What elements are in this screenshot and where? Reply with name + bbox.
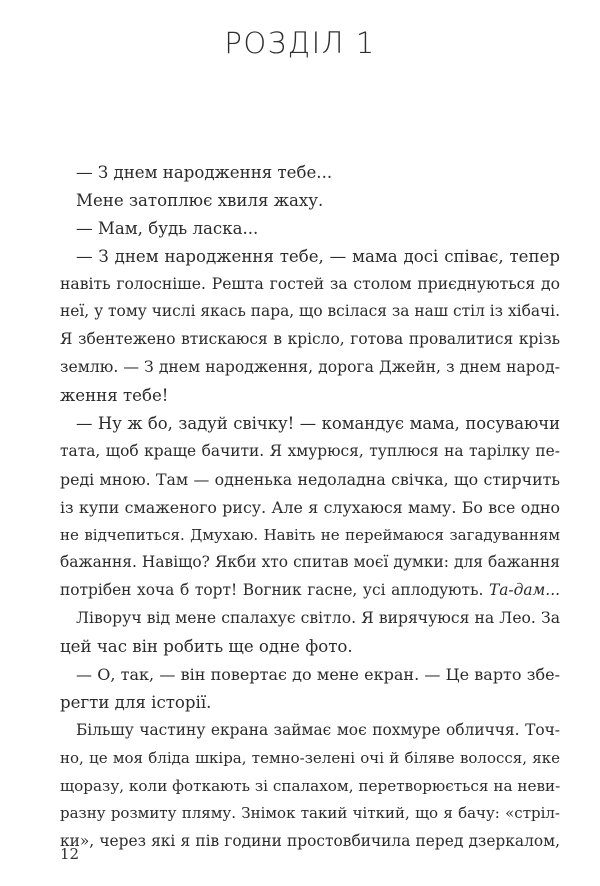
text-line: неї, у тому числі якась пара, що всілася за наш стіл із хібачі.	[60, 302, 560, 321]
text-line: — Мам, будь ласка...	[76, 218, 259, 238]
text-line: — Ну ж бо, задуй свічку! — командує мама, посуваючи	[76, 414, 560, 434]
text-line-italic: Та-дам...	[488, 581, 560, 600]
text-line: не відчепиться. Дмухаю. Навіть не переймаюся загадуванням	[60, 525, 560, 544]
text-line: Ліворуч від мене спалахує світло. Я вирячуюся на Лео. За	[76, 609, 560, 628]
text-line: разну розмиту пляму. Знімок такий чіткий, що я бачу: «стріл-	[60, 804, 560, 823]
text-line: Я збентежено втискаюся в крісло, готова провалитися крізь	[60, 330, 560, 349]
chapter-title: РОЗДІЛ 1	[224, 26, 376, 60]
text-line: цей час він робить ще одне фото.	[60, 637, 353, 657]
text-line: навіть голосніше. Решта гостей за столом приєднуються до	[60, 274, 560, 293]
text-line: Мене затоплює хвиля жаху.	[76, 190, 324, 210]
text-line: — О, так, — він повертає до мене екран. — Це варто збе-	[76, 665, 560, 685]
text-line: із купи смаженого рису. Але я слухаюся маму. Бо все одно	[60, 497, 560, 517]
text-line: но, це моя бліда шкіра, темно-зелені очі й біляве волосся, яке	[60, 748, 560, 767]
text-line: реді мною. Там — одненька недоладна свічка, що стирчить	[60, 469, 560, 489]
text-line	[60, 577, 560, 605]
text-line: ки», через які я пів години простовбичила перед дзеркалом,	[60, 832, 560, 851]
text-line: землю. — З днем народження, дорога Джейн, з днем народ-	[60, 358, 560, 377]
body-text	[60, 159, 560, 856]
text-line-main: потрібен хоча б торт! Вогник гасне, усі аплодують.	[60, 581, 484, 600]
text-line: — З днем народження тебе, — мама досі співає, тепер	[76, 246, 560, 266]
text-line: бажання. Навіщо? Якби хто спитав моєї думки: для бажання	[60, 553, 560, 572]
text-line: регти для історії.	[60, 692, 212, 712]
text-line: Більшу частину екрана займає моє похмуре обличчя. Точ-	[76, 720, 560, 739]
page-number: 12	[60, 845, 80, 863]
text-line: — З днем народження тебе...	[76, 163, 333, 182]
text-line: щоразу, коли фоткають зі спалахом, перетворюється на неви-	[60, 776, 561, 795]
text-line: тата, щоб краще бачити. Я хмурюся, туплюся на тарілку пе-	[60, 441, 560, 460]
text-line: ження тебе!	[60, 386, 169, 406]
